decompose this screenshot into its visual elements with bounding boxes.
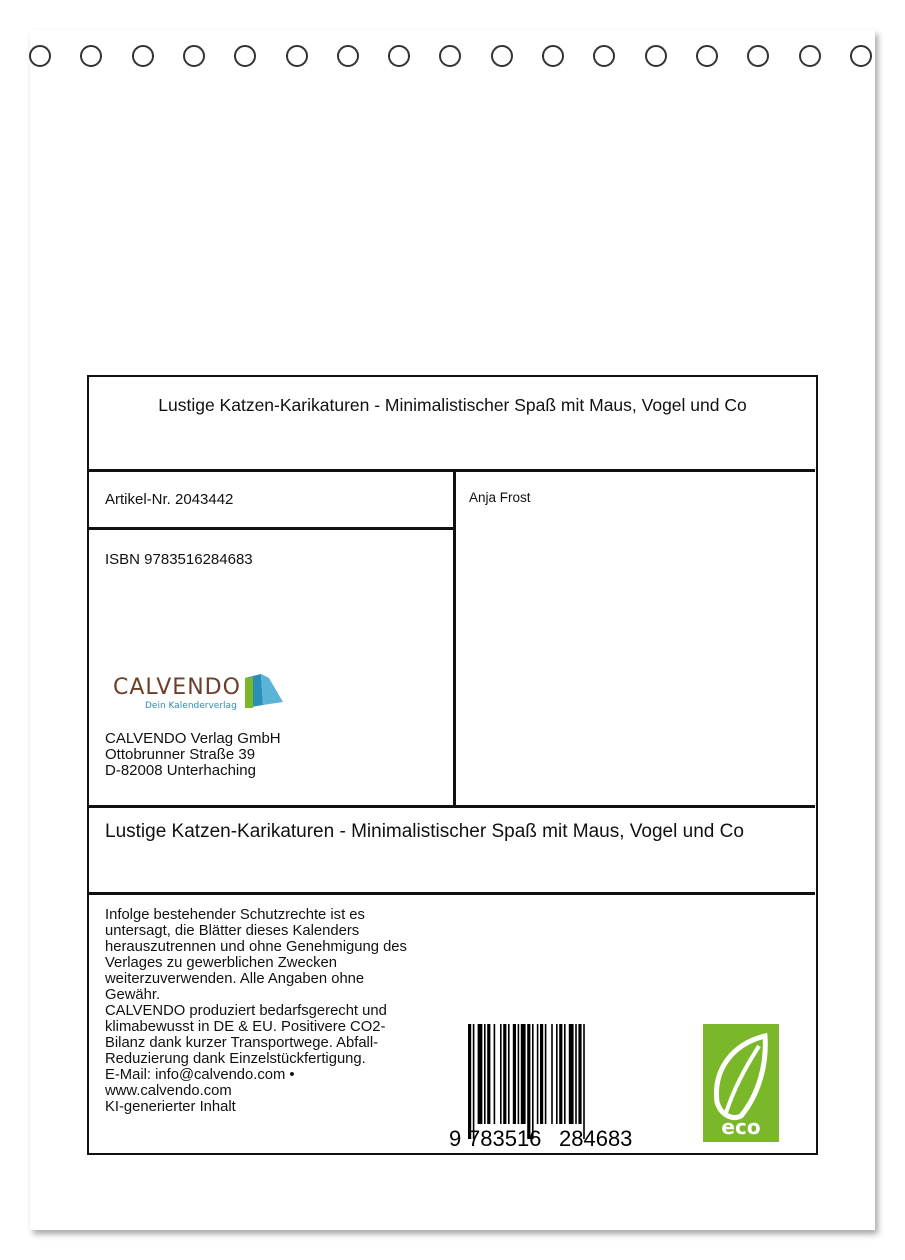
legal-line: www.calvendo.com — [105, 1083, 232, 1099]
legal-line: Bilanz dank kurzer Transportwege. Abfall- — [105, 1035, 379, 1051]
binding-hole-icon — [799, 45, 821, 67]
article-number: Artikel-Nr. 2043442 — [105, 491, 234, 508]
spiral-binding — [30, 45, 875, 75]
binding-hole-icon — [337, 45, 359, 67]
binding-hole-icon — [542, 45, 564, 67]
barcode-bar — [537, 1024, 539, 1124]
logo-tagline-text: Dein Kalenderverlag — [145, 701, 237, 711]
legal-line: klimabewusst in DE & EU. Positivere CO2- — [105, 1019, 386, 1035]
barcode-bar — [500, 1024, 502, 1124]
publisher-address — [105, 731, 281, 779]
divider — [89, 892, 815, 895]
author-name: Anja Frost — [469, 490, 531, 505]
barcode-bar — [569, 1024, 574, 1124]
binding-hole-icon — [183, 45, 205, 67]
legal-notice — [105, 907, 445, 1115]
barcode-bar — [545, 1024, 547, 1124]
divider — [453, 469, 456, 805]
legal-line: Gewähr. — [105, 987, 161, 1003]
barcode-bar — [484, 1024, 486, 1124]
legal-line: Infolge bestehender Schutzrechte ist es — [105, 907, 365, 923]
binding-hole-icon — [747, 45, 769, 67]
barcode-bar — [478, 1024, 483, 1124]
info-frame — [87, 375, 818, 1155]
isbn-barcode — [449, 1024, 654, 1149]
eco-label: eco — [721, 1115, 761, 1139]
calendar-title-bottom: Lustige Katzen-Karikaturen - Minimalistischer Spaß mit Maus, Vogel und Co — [105, 821, 744, 842]
legal-line: weiterzuverwenden. Alle Angaben ohne — [105, 971, 365, 987]
legal-line: E-Mail: info@calvendo.com • — [105, 1067, 295, 1083]
logo-brand-text: CALVENDO — [113, 675, 241, 700]
calendar-title-top: Lustige Katzen-Karikaturen - Minimalistischer Spaß mit Maus, Vogel und Co — [158, 395, 747, 415]
barcode-bar — [564, 1024, 566, 1124]
barcode-bar — [583, 1024, 585, 1139]
barcode-bar — [551, 1024, 553, 1124]
legal-line: Verlages zu gewerblichen Zwecken — [105, 955, 337, 971]
barcode-bar — [503, 1024, 506, 1124]
binding-hole-icon — [388, 45, 410, 67]
barcode-left-digits: 783516 — [468, 1126, 542, 1149]
binding-hole-icon — [645, 45, 667, 67]
barcode-right-digits: 284683 — [559, 1126, 633, 1149]
barcode-bar — [487, 1024, 490, 1124]
legal-line: CALVENDO produziert bedarfsgerecht und — [105, 1003, 387, 1019]
barcode-bar — [508, 1024, 510, 1124]
barcode-bar — [556, 1024, 558, 1124]
legal-line: untersagt, die Blätter dieses Kalenders — [105, 923, 360, 939]
publisher-city: D-82008 Unterhaching — [105, 762, 256, 779]
barcode-bar — [518, 1024, 520, 1124]
barcode-bar — [468, 1024, 471, 1139]
eco-badge — [703, 1024, 779, 1142]
publisher-street: Ottobrunner Straße 39 — [105, 746, 256, 763]
barcode-bar — [532, 1024, 534, 1139]
divider — [89, 469, 815, 472]
barcode-bar — [513, 1024, 516, 1124]
legal-line: KI-generierter Inhalt — [105, 1099, 236, 1115]
publisher-name: CALVENDO Verlag GmbH — [105, 730, 281, 747]
barcode-bar — [527, 1024, 530, 1139]
barcode-bar — [575, 1024, 577, 1124]
barcode-bar — [494, 1024, 496, 1124]
binding-hole-icon — [850, 45, 872, 67]
barcode-bar — [559, 1024, 562, 1124]
binding-hole-icon — [80, 45, 102, 67]
binding-hole-icon — [286, 45, 308, 67]
binding-hole-icon — [439, 45, 461, 67]
barcode-bar — [578, 1024, 581, 1124]
barcode-lead-digit: 9 — [449, 1126, 462, 1149]
barcode-bar — [473, 1024, 475, 1139]
calvendo-logo — [113, 672, 293, 717]
binding-hole-icon — [593, 45, 615, 67]
binding-hole-icon — [29, 45, 51, 67]
barcode-bar — [521, 1024, 526, 1124]
binding-hole-icon — [696, 45, 718, 67]
legal-line: herauszutrennen und ohne Genehmigung des — [105, 939, 407, 955]
binding-hole-icon — [234, 45, 256, 67]
binding-hole-icon — [491, 45, 513, 67]
isbn-number: ISBN 9783516284683 — [105, 551, 253, 568]
divider — [89, 527, 453, 530]
barcode-bar — [540, 1024, 543, 1124]
binding-hole-icon — [132, 45, 154, 67]
legal-line: Reduzierung dank Einzelstückfertigung. — [105, 1051, 366, 1067]
divider — [89, 805, 815, 808]
